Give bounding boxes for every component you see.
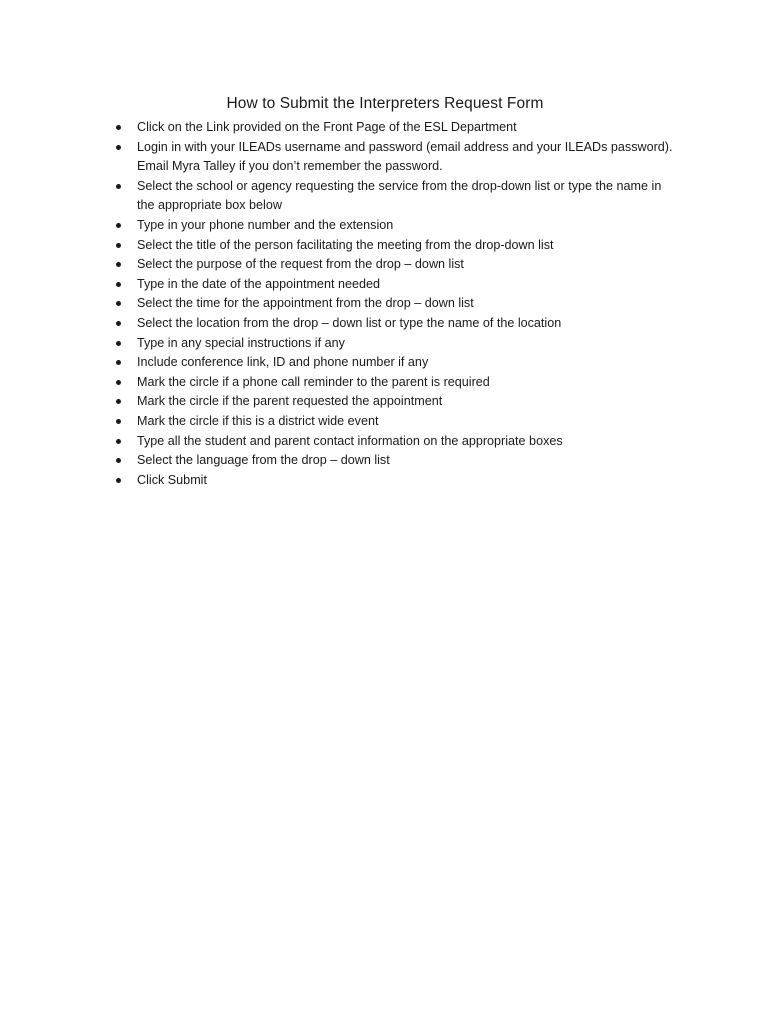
bullet-icon xyxy=(116,399,121,404)
list-item-text: Click Submit xyxy=(137,472,207,487)
bullet-icon xyxy=(116,321,121,326)
list-item xyxy=(137,314,682,334)
list-item-text: Select the school or agency requesting the service from the drop-down list or type the name in the appropriate box below xyxy=(137,178,662,213)
list-item xyxy=(137,118,682,138)
list-item xyxy=(137,275,682,295)
list-item xyxy=(137,392,682,412)
list-item-text: Select the language from the drop – down list xyxy=(137,453,390,468)
list-item-text: Mark the circle if a phone call reminder to the parent is required xyxy=(137,374,490,389)
bullet-icon xyxy=(116,125,121,130)
list-item xyxy=(137,138,682,177)
list-item-text: Type all the student and parent contact information on the appropriate boxes xyxy=(137,433,563,448)
list-item xyxy=(137,216,682,236)
list-item xyxy=(137,432,682,452)
list-item xyxy=(137,294,682,314)
instruction-list xyxy=(137,118,682,490)
list-item-text: Select the title of the person facilitating the meeting from the drop-down list xyxy=(137,237,554,252)
list-item-text: Login in with your ILEADs username and password (email address and your ILEADs password). Email Myra Talley if you don’t remember the password. xyxy=(137,139,673,174)
list-item-text: Mark the circle if this is a district wide event xyxy=(137,413,379,428)
bullet-icon xyxy=(116,145,121,150)
bullet-icon xyxy=(116,419,121,424)
bullet-icon xyxy=(116,243,121,248)
list-item-text: Type in the date of the appointment needed xyxy=(137,276,380,291)
list-item xyxy=(137,236,682,256)
list-item-text: Select the location from the drop – down list or type the name of the location xyxy=(137,315,562,330)
list-item xyxy=(137,412,682,432)
list-item-text: Include conference link, ID and phone number if any xyxy=(137,355,429,370)
bullet-icon xyxy=(116,184,121,189)
bullet-icon xyxy=(116,478,121,483)
list-item xyxy=(137,353,682,373)
bullet-icon xyxy=(116,380,121,385)
list-item xyxy=(137,373,682,393)
bullet-icon xyxy=(116,262,121,267)
list-item-text: Click on the Link provided on the Front Page of the ESL Department xyxy=(137,120,517,134)
list-item-text: Select the time for the appointment from the drop – down list xyxy=(137,296,474,311)
list-item-text: Type in your phone number and the extension xyxy=(137,217,394,232)
list-item xyxy=(137,334,682,354)
list-item-text: Mark the circle if the parent requested the appointment xyxy=(137,394,443,409)
list-item xyxy=(137,255,682,275)
bullet-icon xyxy=(116,301,121,306)
list-item-text: Type in any special instructions if any xyxy=(137,335,345,350)
list-item xyxy=(137,451,682,471)
bullet-icon xyxy=(116,223,121,228)
list-item-text: Select the purpose of the request from the drop – down list xyxy=(137,257,464,272)
list-item xyxy=(137,471,682,491)
bullet-icon xyxy=(116,360,121,365)
bullet-icon xyxy=(116,341,121,346)
bullet-icon xyxy=(116,439,121,444)
list-item xyxy=(137,177,682,216)
bullet-icon xyxy=(116,458,121,463)
document-title: How to Submit the Interpreters Request Form xyxy=(226,95,544,112)
bullet-icon xyxy=(116,282,121,287)
